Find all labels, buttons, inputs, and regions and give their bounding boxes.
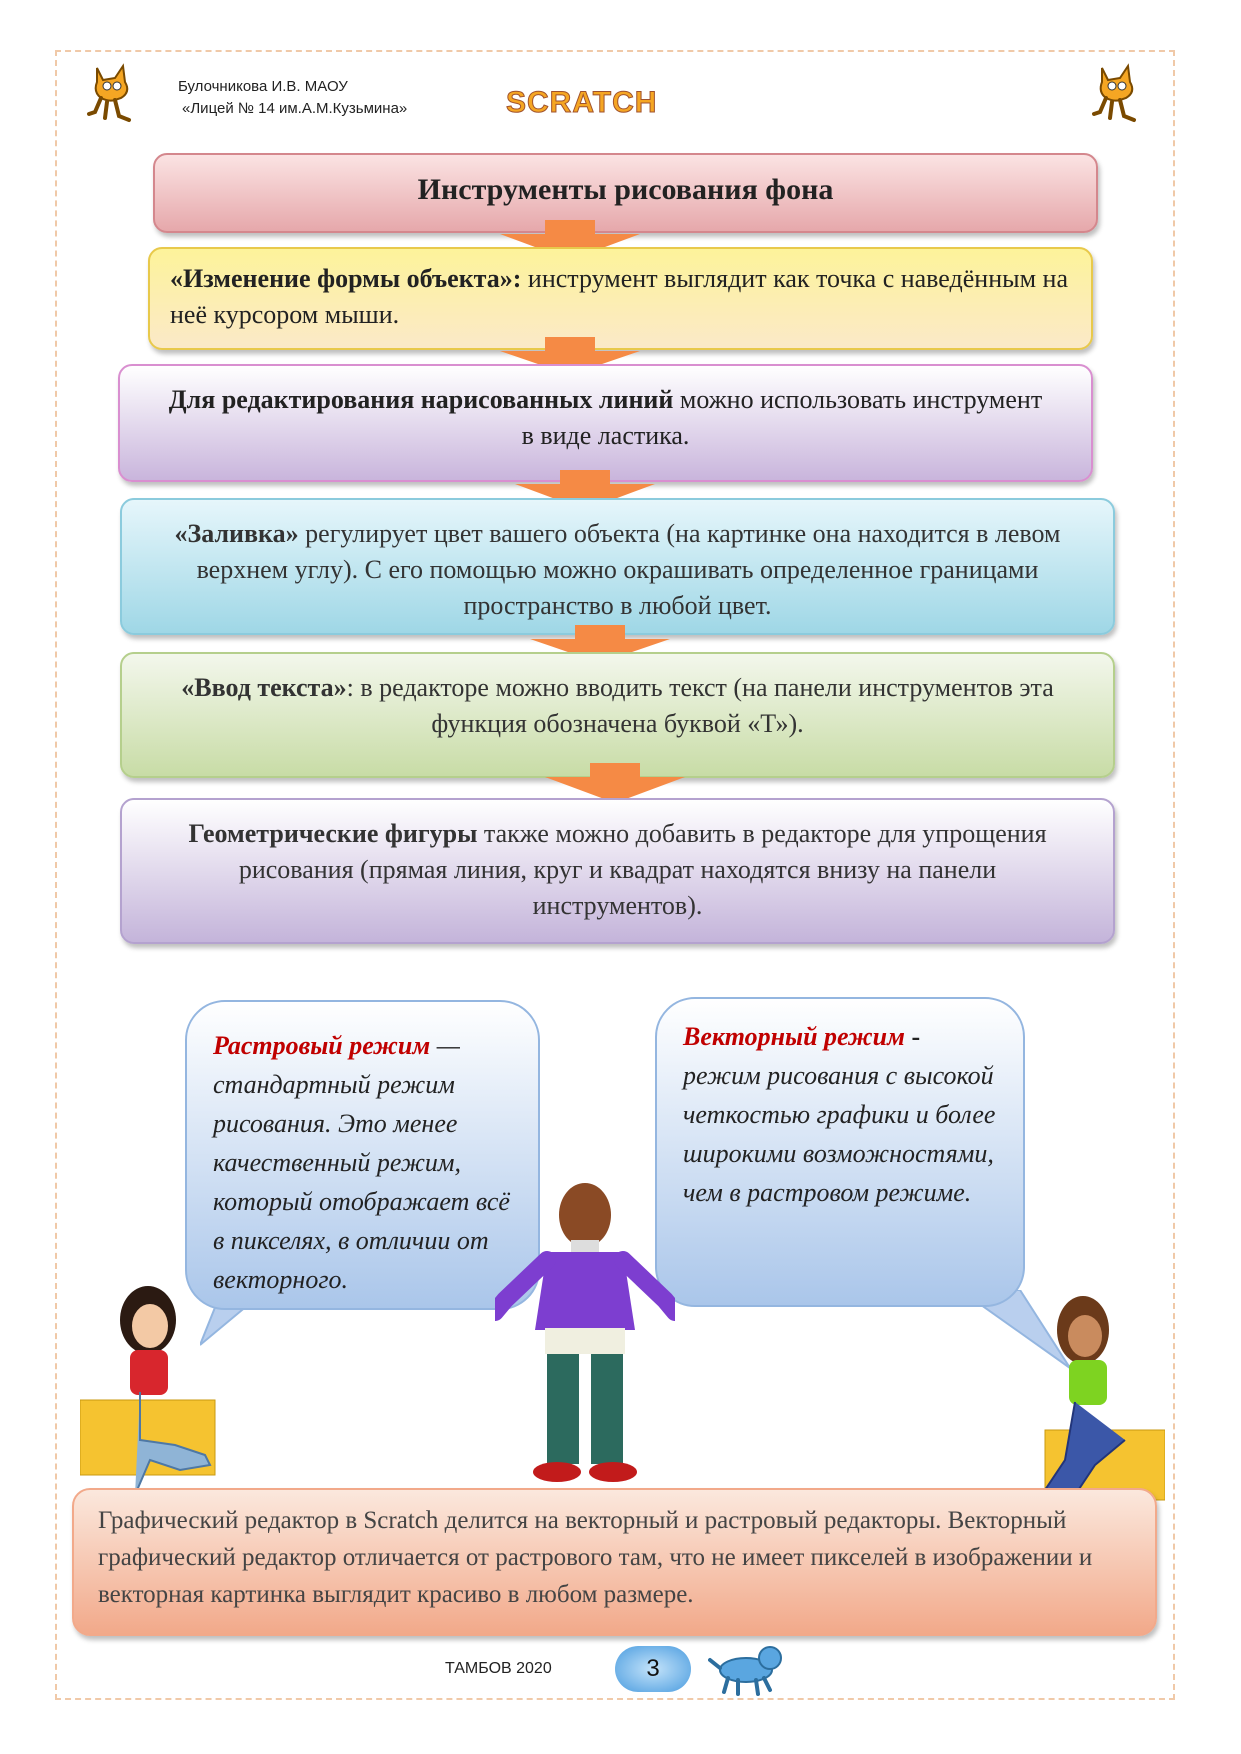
shapes-tool-text: также можно добавить в редакторе для упрощения рисования (прямая линия, круг и квадрат находятся внизу на панели инструментов). xyxy=(238,819,1047,920)
page-title: Инструменты рисования фона xyxy=(153,153,1098,233)
vector-dash: - xyxy=(904,1022,921,1051)
boy-center-illustration xyxy=(495,1180,675,1490)
box-shape-tool xyxy=(148,247,1093,350)
box-shapes-tool xyxy=(120,798,1115,944)
scratch-logo: SCRATCH xyxy=(506,86,658,119)
bubble-vector xyxy=(655,997,1025,1307)
girl-left-illustration xyxy=(80,1280,220,1500)
fill-tool-heading: «Заливка» xyxy=(174,519,299,548)
scratch-cat-icon-left xyxy=(85,62,137,124)
scratch-cat-icon-right xyxy=(1090,62,1142,124)
box-eraser-tool xyxy=(118,364,1093,482)
fill-tool-text: регулирует цвет вашего объекта (на картинке она находится в левом верхнем углу). С его помощью можно окрашивать определенное границами пространство в любой цвет. xyxy=(196,519,1061,620)
eraser-tool-text: можно использовать инструмент в виде ластика. xyxy=(521,385,1043,450)
shape-tool-heading: «Изменение формы объекта»: xyxy=(170,264,522,293)
text-tool-text: : в редакторе можно вводить текст (на панели инструментов эта функция обозначена буквой «Т»). xyxy=(346,673,1054,738)
page-number: 3 xyxy=(615,1646,691,1692)
bubble-raster xyxy=(185,1000,540,1310)
eraser-tool-heading: Для редактирования нарисованных линий xyxy=(168,385,674,414)
summary-box: Графический редактор в Scratch делится на векторный и растровый редакторы. Векторный графический редактор отличается от растрового там, что не имеет пикселей в изображении и векторная картинка выглядит красиво в любом размере. xyxy=(72,1488,1157,1636)
raster-title: Растровый режим xyxy=(213,1031,431,1060)
shape-tool-text: инструмент выглядит как точка с наведённым на неё курсором мыши. xyxy=(170,264,1068,329)
vector-text: режим рисования с высокой четкостью графики и более широкими возможностями, чем в растровом режиме. xyxy=(683,1061,996,1207)
girl-right-illustration xyxy=(1035,1290,1165,1505)
shapes-tool-heading: Геометрические фигуры xyxy=(188,819,478,848)
footer-city-year: ТАМБОВ 2020 xyxy=(445,1660,552,1677)
raster-dash: — xyxy=(430,1031,460,1060)
raster-text: стандартный режим рисования. Это менее качественный режим, который отображает всё в пикселях, в отличии от векторного. xyxy=(213,1070,510,1294)
arrow-down-icon xyxy=(545,763,685,803)
vector-title: Векторный режим xyxy=(683,1022,905,1051)
author-line-2: «Лицей № 14 им.А.М.Кузьмина» xyxy=(182,100,408,117)
scratch-dog-icon xyxy=(708,1640,788,1696)
box-text-tool xyxy=(120,652,1115,778)
box-fill-tool xyxy=(120,498,1115,635)
text-tool-heading: «Ввод текста» xyxy=(181,673,347,702)
author-line-1: Булочникова И.В. МАОУ xyxy=(178,78,348,95)
